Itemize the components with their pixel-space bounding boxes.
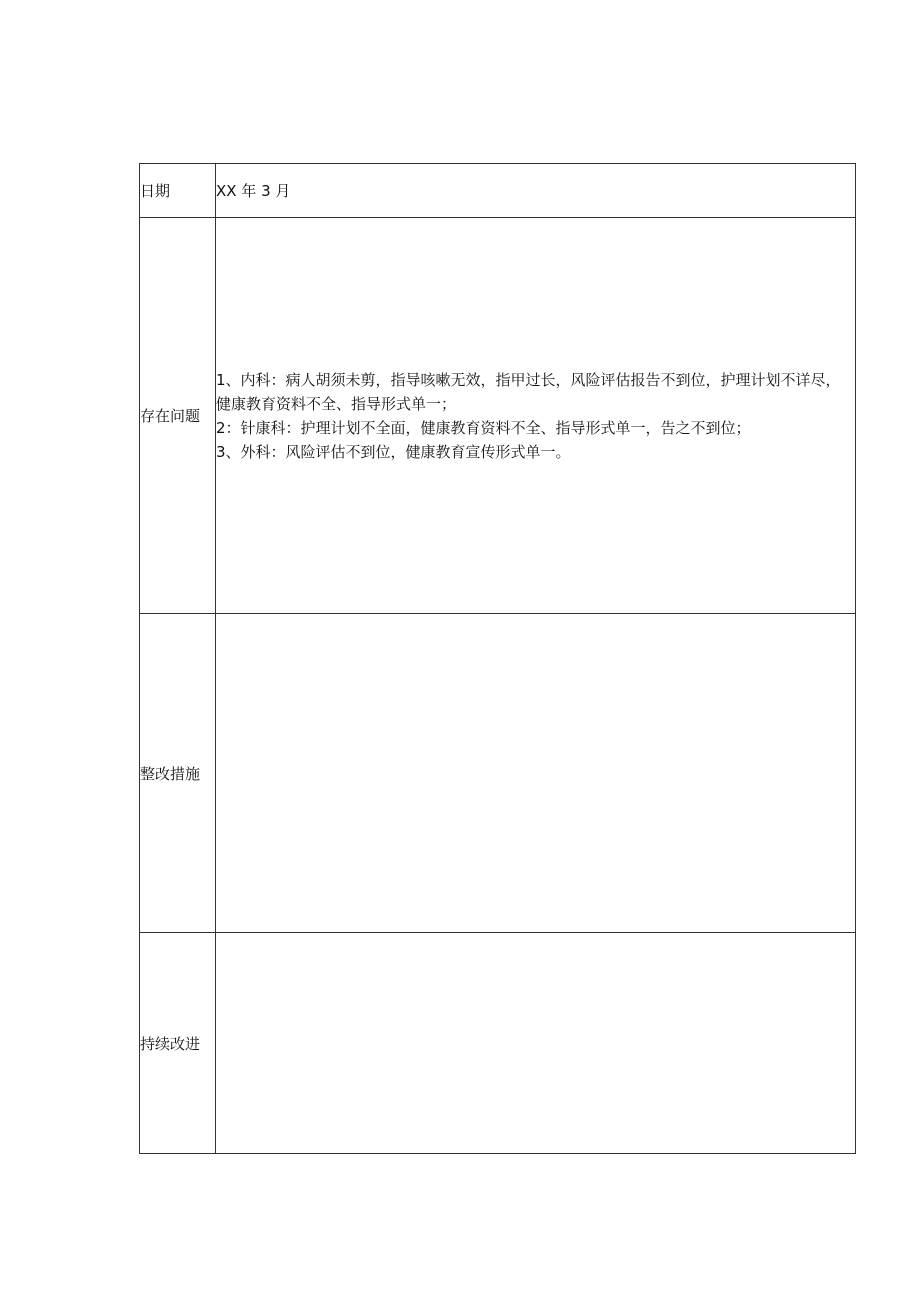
issues-content: [216, 218, 856, 614]
measures-content: [216, 614, 856, 933]
issues-label: 存在问题: [140, 218, 216, 614]
issue-item: 2：针康科：护理计划不全面，健康教育资料不全、指导形式单一，告之不到位；: [216, 418, 751, 437]
date-value: XX 年 3 月: [216, 164, 856, 218]
improvement-label: 持续改进: [140, 933, 216, 1154]
report-table: [139, 163, 856, 1154]
date-row: [140, 164, 856, 218]
issues-row: [140, 218, 856, 614]
measures-row: [140, 614, 856, 933]
issue-item: 1、内科：病人胡须未剪，指导咳嗽无效，指甲过长，风险评估报告不到位，护理计划不详尽，健康教育资料不全、指导形式单一；: [216, 370, 841, 413]
measures-label: 整改措施: [140, 614, 216, 933]
improvement-row: [140, 933, 856, 1154]
issue-item: 3、外科：风险评估不到位，健康教育宣传形式单一。: [216, 442, 571, 461]
date-label: 日期: [140, 164, 216, 218]
improvement-content: [216, 933, 856, 1154]
